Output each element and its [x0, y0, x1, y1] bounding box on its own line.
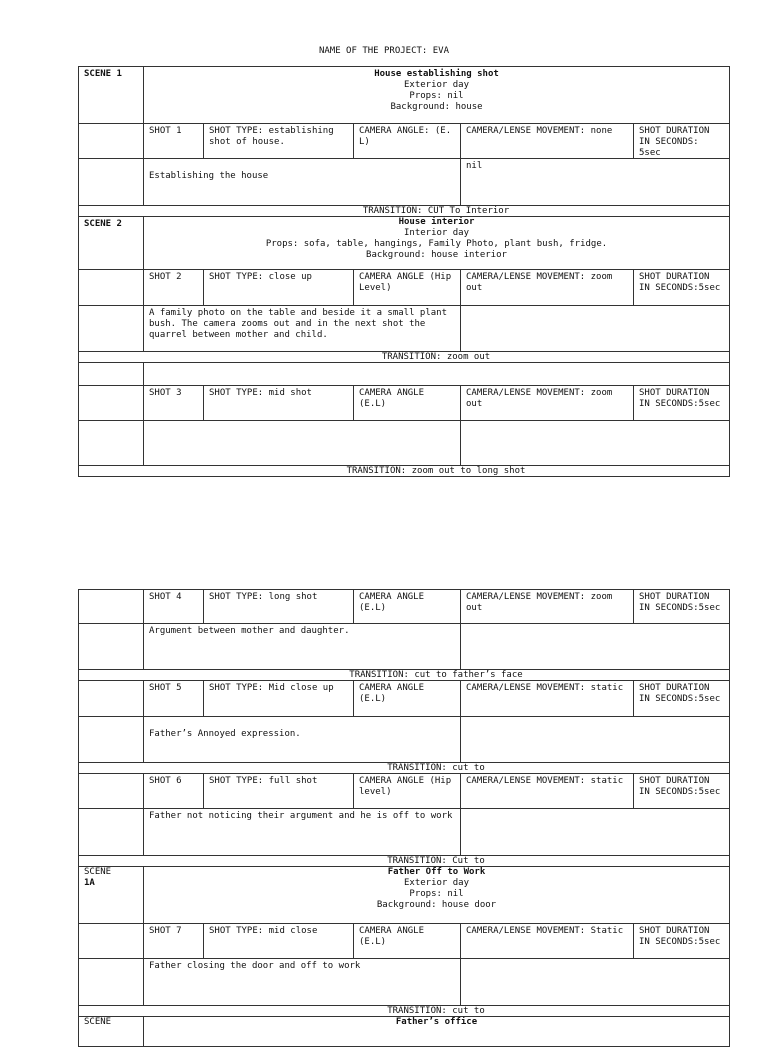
shot-number: SHOT 6 — [143, 774, 203, 808]
camera-angle: CAMERA ANGLE (E.L) — [353, 681, 460, 716]
shot-7-description-row — [78, 959, 730, 1006]
shot-type: SHOT TYPE: long shot — [203, 590, 353, 623]
scene-label-number: 1A — [84, 878, 95, 888]
shot-description: A family photo on the table and beside it a small plant bush. The camera zooms out and in the next shot the quarrel between mother and child. — [143, 306, 460, 351]
storyboard-table-2 — [78, 589, 730, 1047]
shot-5-header-row — [78, 681, 730, 717]
transition-text: TRANSITION: zoom out to long shot — [346, 466, 526, 476]
shot-3-description-row — [78, 421, 730, 466]
shot-number: SHOT 1 — [143, 124, 203, 158]
scene-spacer — [79, 159, 143, 205]
camera-movement: CAMERA/LENSE MOVEMENT: static — [460, 774, 633, 808]
scene-background: Background: house — [390, 102, 483, 112]
shot-1-description-row — [78, 159, 730, 206]
scene-props: Props: nil — [409, 91, 464, 101]
scene-label-word: SCENE — [84, 867, 112, 877]
scene-header — [143, 217, 729, 269]
scene-next-row — [78, 1017, 730, 1047]
scene-spacer — [79, 421, 143, 465]
scene-label: SCENE 1 — [84, 69, 122, 79]
storyboard-table-1 — [78, 66, 730, 477]
shot-5-description-row — [78, 717, 730, 763]
camera-angle: CAMERA ANGLE (E.L) — [353, 924, 460, 958]
scene-header — [143, 67, 729, 123]
scene-setting: Interior day — [403, 228, 470, 238]
shot-duration: SHOT DURATION IN SECONDS:5sec — [633, 774, 729, 808]
transition-text: TRANSITION: Cut to — [387, 856, 485, 866]
camera-angle: CAMERA ANGLE (Hip level) — [353, 774, 460, 808]
scene-background: Background: house interior — [366, 250, 507, 260]
transition-text: TRANSITION: CUT To Interior — [362, 206, 510, 216]
transition-row — [78, 466, 730, 477]
shot-description: Father not noticing their argument and he is off to work — [143, 809, 460, 855]
shot-6-description-row — [78, 809, 730, 856]
shot-2-header-row — [78, 270, 730, 306]
blank-scene-row — [78, 363, 730, 386]
shot-duration: SHOT DURATION IN SECONDS:5sec — [633, 681, 729, 716]
shot-1-header-row — [78, 124, 730, 159]
scene-label — [79, 867, 143, 923]
scene-spacer — [79, 717, 143, 762]
scene-spacer — [79, 809, 143, 855]
scene-header — [143, 867, 729, 923]
shot-type: SHOT TYPE: close up — [203, 270, 353, 305]
shot-description: Father’s Annoyed expression. — [143, 717, 460, 762]
shot-7-header-row — [78, 924, 730, 959]
shot-4-header-row — [78, 589, 730, 624]
transition-row — [78, 856, 730, 867]
camera-movement: CAMERA/LENSE MOVEMENT: Static — [460, 924, 633, 958]
scene-spacer — [79, 270, 143, 305]
scene-header — [143, 363, 729, 385]
shot-number: SHOT 4 — [143, 590, 203, 623]
shot-type: SHOT TYPE: mid close — [203, 924, 353, 958]
scene-setting: Exterior day — [403, 878, 470, 888]
shot-description — [143, 421, 460, 465]
shot-description: Argument between mother and daughter. — [143, 624, 460, 669]
scene-heading: Father’s office — [143, 1017, 729, 1046]
project-title: NAME OF THE PROJECT: EVA — [318, 46, 450, 56]
shot-number: SHOT 2 — [143, 270, 203, 305]
shot-duration: SHOT DURATION IN SECONDS:5sec — [633, 270, 729, 305]
shot-type: SHOT TYPE: establishing shot of house. — [203, 124, 353, 158]
scene-spacer — [79, 924, 143, 958]
scene-spacer — [79, 774, 143, 808]
scene-label: SCENE 2 — [84, 219, 122, 229]
transition-row — [78, 763, 730, 774]
shot-6-header-row — [78, 774, 730, 809]
shot-type: SHOT TYPE: mid shot — [203, 386, 353, 420]
scene-spacer — [79, 959, 143, 1005]
shot-number: SHOT 7 — [143, 924, 203, 958]
scene-heading: House establishing shot — [374, 69, 499, 79]
shot-number: SHOT 3 — [143, 386, 203, 420]
scene-setting: Exterior day — [403, 80, 470, 90]
transition-text: TRANSITION: cut to — [387, 763, 485, 773]
camera-movement: CAMERA/LENSE MOVEMENT: zoom out — [460, 270, 633, 305]
shot-note — [460, 959, 729, 1005]
scene-props: Props: nil — [409, 889, 464, 899]
shot-duration: SHOT DURATION IN SECONDS:5sec — [633, 386, 729, 420]
transition-row — [78, 206, 730, 217]
shot-2-description-row — [78, 306, 730, 352]
shot-number: SHOT 5 — [143, 681, 203, 716]
scene-spacer — [79, 386, 143, 420]
shot-type: SHOT TYPE: full shot — [203, 774, 353, 808]
transition-text: TRANSITION: cut to father’s face — [349, 670, 523, 680]
scene-heading: Father Off to Work — [387, 867, 486, 877]
shot-note: nil — [460, 159, 729, 205]
transition-row — [78, 352, 730, 363]
scene-spacer — [79, 681, 143, 716]
transition-text: TRANSITION: zoom out — [381, 352, 491, 362]
camera-angle: CAMERA ANGLE (Hip Level) — [353, 270, 460, 305]
shot-note — [460, 624, 729, 669]
shot-duration: SHOT DURATION IN SECONDS:5sec — [633, 590, 729, 623]
scene-heading: House interior — [398, 217, 475, 227]
transition-text: TRANSITION: cut to — [387, 1006, 485, 1016]
shot-note — [460, 421, 729, 465]
transition-row — [78, 1006, 730, 1017]
camera-movement: CAMERA/LENSE MOVEMENT: zoom out — [460, 386, 633, 420]
scene-1a-row — [78, 867, 730, 924]
shot-4-description-row — [78, 624, 730, 670]
shot-3-header-row — [78, 386, 730, 421]
scene-1-row — [78, 66, 730, 124]
shot-note — [460, 306, 729, 351]
shot-duration: SHOT DURATION IN SECONDS:5sec — [633, 924, 729, 958]
shot-description: Father closing the door and off to work — [143, 959, 460, 1005]
scene-props: Props: sofa, table, hangings, Family Photo, plant bush, fridge. — [265, 239, 608, 249]
scene-2-row — [78, 217, 730, 270]
scene-spacer — [79, 590, 143, 623]
camera-angle: CAMERA ANGLE (E.L) — [353, 590, 460, 623]
scene-spacer — [79, 124, 143, 158]
camera-angle: CAMERA ANGLE: (E. L) — [353, 124, 460, 158]
transition-row — [78, 670, 730, 681]
shot-note — [460, 809, 729, 855]
shot-duration: SHOT DURATION IN SECONDS: 5sec — [633, 124, 729, 158]
camera-angle: CAMERA ANGLE (E.L) — [353, 386, 460, 420]
camera-movement: CAMERA/LENSE MOVEMENT: none — [460, 124, 633, 158]
scene-spacer — [79, 624, 143, 669]
shot-type: SHOT TYPE: Mid close up — [203, 681, 353, 716]
camera-movement: CAMERA/LENSE MOVEMENT: zoom out — [460, 590, 633, 623]
scene-spacer — [79, 306, 143, 351]
scene-spacer — [79, 363, 143, 385]
scene-label: SCENE — [84, 1017, 112, 1027]
shot-description: Establishing the house — [143, 159, 460, 205]
shot-note — [460, 717, 729, 762]
scene-background: Background: house door — [376, 900, 497, 910]
camera-movement: CAMERA/LENSE MOVEMENT: static — [460, 681, 633, 716]
